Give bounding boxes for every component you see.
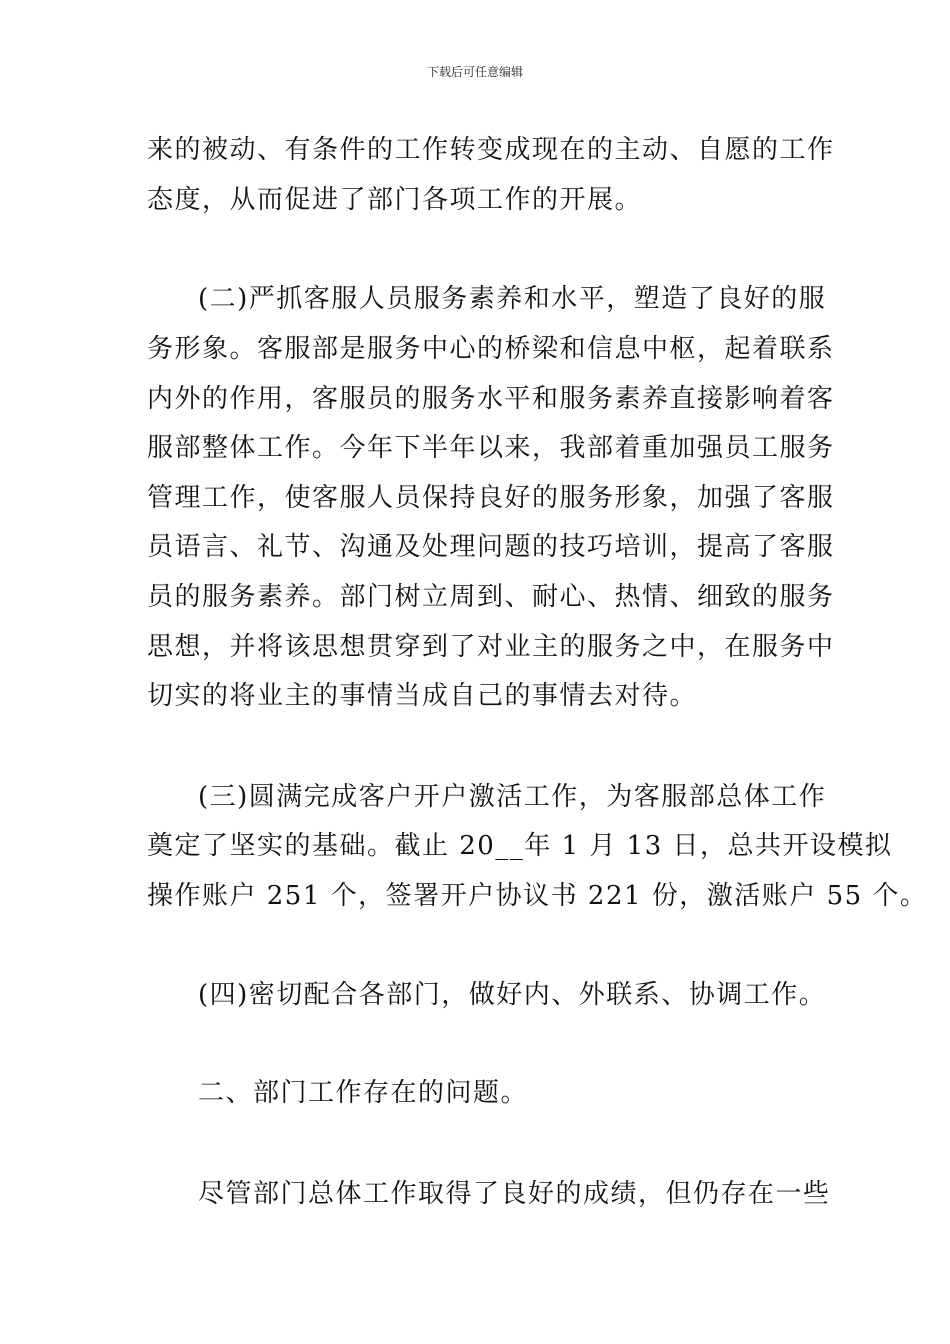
paragraph-heading: (四)密切配合各部门，做好内、外联系、协调工作。 <box>198 980 827 1010</box>
body-line: 服部整体工作。今年下半年以来，我部着重加强员工服务 <box>147 433 835 463</box>
body-line: 奠定了坚实的基础。截止 20__年 1 月 13 日，总共开设模拟 <box>147 831 893 861</box>
body-line: 态度，从而促进了部门各项工作的开展。 <box>147 185 643 215</box>
body-line: 尽管部门总体工作取得了良好的成绩，但仍存在一些 <box>198 1179 831 1209</box>
body-line: 员语言、礼节、沟通及处理问题的技巧培训，提高了客服 <box>147 532 835 562</box>
body-line: 操作账户 251 个，签署开户协议书 221 份，激活账户 55 个。 <box>147 881 928 911</box>
body-line: 思想，并将该思想贯穿到了对业主的服务之中，在服务中 <box>147 632 835 662</box>
body-line: 员的服务素养。部门树立周到、耐心、热情、细致的服务 <box>147 582 835 612</box>
body-line: 内外的作用，客服员的服务水平和服务素养直接影响着客 <box>147 384 835 414</box>
body-line: 来的被动、有条件的工作转变成现在的主动、自愿的工作 <box>147 135 835 165</box>
section-heading: 二、部门工作存在的问题。 <box>198 1078 529 1108</box>
paragraph-heading: (三)圆满完成客户开户激活工作，为客服部总体工作 <box>198 782 827 812</box>
body-line: 管理工作，使客服人员保持良好的服务形象，加强了客服 <box>147 483 835 513</box>
page-header: 下载后可任意编辑 <box>426 65 523 79</box>
body-line: 切实的将业主的事情当成自己的事情去对待。 <box>147 681 698 711</box>
paragraph-heading: (二)严抓客服人员服务素养和水平，塑造了良好的服 <box>198 284 827 314</box>
body-line: 务形象。客服部是服务中心的桥梁和信息中枢，起着联系 <box>147 334 835 364</box>
